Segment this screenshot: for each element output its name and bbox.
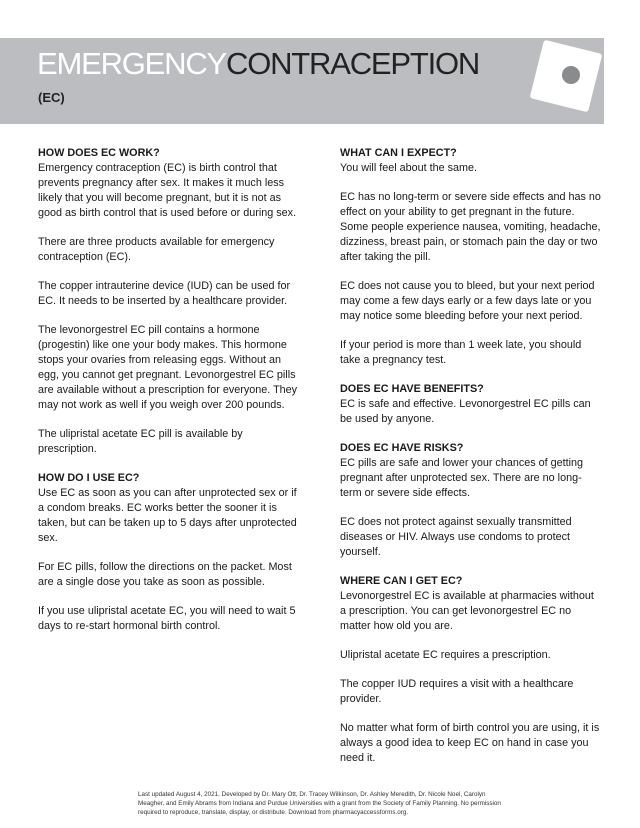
left-column <box>38 146 300 648</box>
paragraph: EC pills are safe and lower your chances of getting pregnant after unprotected sex. There are no long-term or severe side effects. <box>340 457 584 499</box>
page-title <box>37 46 479 82</box>
logo-mark-icon <box>524 38 604 124</box>
heading-benefits: DOES EC HAVE BENEFITS? <box>340 383 484 395</box>
paragraph: If you use ulipristal acetate EC, you will need to wait 5 days to re-start hormonal birth control. <box>38 605 296 632</box>
paragraph: EC has no long-term or severe side effects and has no effect on your ability to get pregnant in the future. Some people experience nausea, vomiting, headache, dizziness, breast pain, or stomach pain the day or two after taking the pill. <box>340 191 601 263</box>
paragraph: The levonorgestrel EC pill contains a hormone (progestin) like one your body makes. This hormone stops your ovaries from releasing eggs. Without an egg, you cannot get pregnant. Levonorgestrel EC pills are available without a prescription for everyone. They may not work as well if you weigh over 200 pounds. <box>38 324 298 411</box>
paragraph: Ulipristal acetate EC requires a prescription. <box>340 649 551 661</box>
heading-what-can-i-expect: WHAT CAN I EXPECT? <box>340 147 457 159</box>
heading-where-can-i-get-ec: WHERE CAN I GET EC? <box>340 575 463 587</box>
paragraph: The copper intrauterine device (IUD) can be used for EC. It needs to be inserted by a healthcare provider. <box>38 280 291 307</box>
paragraph: Use EC as soon as you can after unprotected sex or if a condom breaks. EC works better the sooner it is taken, but can be taken up to 5 days after unprotected sex. <box>38 487 297 544</box>
heading-how-do-i-use-ec: HOW DO I USE EC? <box>38 472 140 484</box>
paragraph: The copper IUD requires a visit with a healthcare provider. <box>340 678 574 705</box>
title-dark: CONTRACEPTION <box>226 46 480 81</box>
paragraph: For EC pills, follow the directions on the packet. Most are a single dose you take as soon as possible. <box>38 561 292 588</box>
paragraph: EC does not cause you to bleed, but your next period may come a few days early or a few days late or you may notice some bleeding before your next period. <box>340 280 595 322</box>
heading-how-does-ec-work: HOW DOES EC WORK? <box>38 147 160 159</box>
page-subtitle: (EC) <box>38 90 65 105</box>
title-light: EMERGENCY <box>37 46 227 81</box>
heading-risks: DOES EC HAVE RISKS? <box>340 442 464 454</box>
paragraph: If your period is more than 1 week late, you should take a pregnancy test. <box>340 339 582 366</box>
right-column <box>340 146 602 780</box>
paragraph: The ulipristal acetate EC pill is available by prescription. <box>38 428 243 455</box>
paragraph: Emergency contraception (EC) is birth control that prevents pregnancy after sex. It makes it much less likely that you will become pregnant, but it is not as good as birth control that is used before or during sex. <box>38 162 297 219</box>
paragraph: There are three products available for emergency contraception (EC). <box>38 236 275 263</box>
paragraph: EC is safe and effective. Levonorgestrel EC pills can be used by anyone. <box>340 398 591 425</box>
paragraph: No matter what form of birth control you are using, it is always a good idea to keep EC on hand in case you need it. <box>340 722 600 764</box>
footer-note: Last updated August 4, 2021. Developed by Dr. Mary Ott, Dr. Tracey Wilkinson, Dr. Ashley Meredith, Dr. Nicole Noel, Carolyn Meagher, and Emily Abrams from Indiana and Purdue Universities with a grant from the Society of Family Planning. No permission required to reproduce, translate, display, or distribute. Download from pharmacyaccessforms.org. <box>138 791 501 816</box>
logo-dot <box>562 66 580 84</box>
paragraph: You will feel about the same. <box>340 162 478 174</box>
paragraph: Levonorgestrel EC is available at pharmacies without a prescription. You can get levonorgestrel EC no matter how old you are. <box>340 590 594 632</box>
paragraph: EC does not protect against sexually transmitted diseases or HIV. Always use condoms to protect yourself. <box>340 516 572 558</box>
